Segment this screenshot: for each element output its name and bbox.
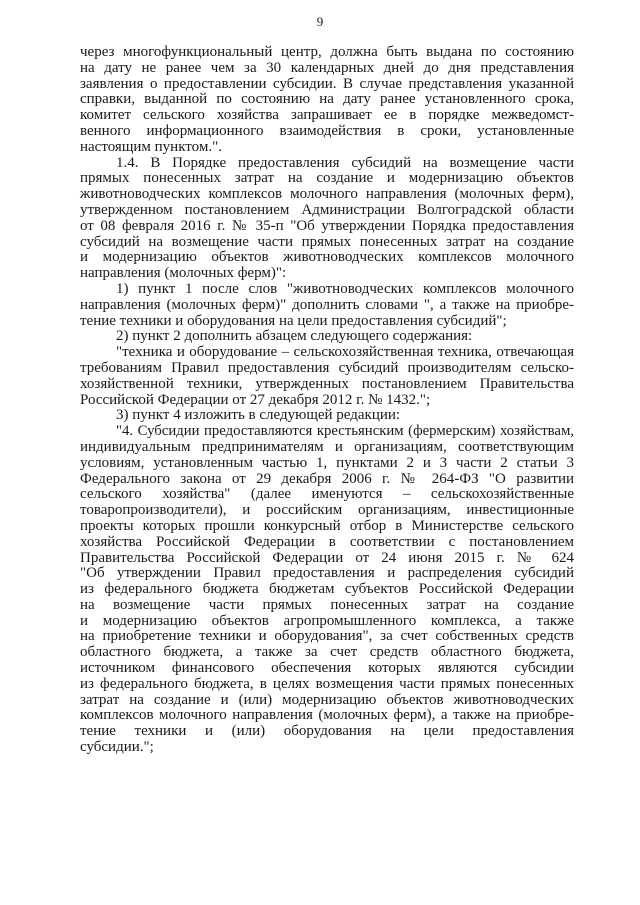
text-line: субсидий на возмещение части прямых понесенных затрат на создание	[80, 233, 574, 250]
text-line: "4. Субсидии предоставляются крестьянским (фермерским) хозяйствам,	[116, 423, 574, 440]
text-line: Федерального закона от 29 декабря 2006 г. № 264-ФЗ "О развитии	[80, 470, 574, 487]
text-line: "Об утверждении Правил предоставления и распределения субсидий	[80, 565, 574, 582]
text-line: хозяйства Российской Федерации в соответствии с постановлением	[80, 533, 574, 550]
text-line: хозяйственной техники, утвержденных постановлением Правительства	[80, 375, 574, 392]
text-line: требованиям Правил предоставления субсидий производителям сельско-	[80, 359, 574, 376]
text-line: тение техники и (или) оборудования на цели предоставления	[80, 723, 574, 740]
text-line: прямых понесенных затрат на создание и модернизацию объектов	[80, 170, 574, 187]
text-line: индивидуальным предпринимателям и организациям, соответствующим	[80, 438, 574, 455]
text-line: настоящим пунктом.".	[80, 138, 222, 155]
text-line: субсидии.";	[80, 739, 154, 756]
text-line: условиям, установленным частью 1, пунктами 2 и 3 части 2 статьи 3	[80, 454, 574, 471]
text-line: источником финансового обеспечения которых являются субсидии	[80, 660, 574, 677]
text-line: 3) пункт 4 изложить в следующей редакции:	[116, 407, 401, 424]
text-line: справки, выданной по состоянию на дату ранее установленного срока,	[80, 91, 574, 108]
text-line: венного информационного взаимодействия в сроки, установленные	[80, 122, 574, 139]
text-line: утвержденном постановлением Администрации Волгоградской области	[80, 201, 574, 218]
text-line: комитет сельского хозяйства запрашивает ее в порядке межведомст-	[80, 107, 574, 124]
text-line: сельского хозяйства" (далее именуются – сельскохозяйственные	[80, 486, 574, 503]
text-line: Правительства Российской Федерации от 24 июня 2015 г. № 624	[80, 549, 574, 566]
text-line: и модернизацию объектов агропромышленного комплекса, а также	[80, 612, 574, 629]
text-line: на дату не ранее чем за 30 календарных дней до дня представления	[80, 59, 574, 76]
text-line: товаропроизводители), и российским организациям, инвестиционные	[80, 502, 574, 519]
text-line: от 08 февраля 2016 г. № 35-п "Об утверждении Порядка предоставления	[80, 217, 574, 234]
text-line: Российской Федерации от 27 декабря 2012 г. № 1432.";	[80, 391, 431, 408]
text-line: направления (молочных ферм)":	[80, 265, 287, 282]
text-line: из федерального бюджета, в целях возмещения части прямых понесенных	[80, 675, 574, 692]
text-line: проекты которых прошли конкурсный отбор в Министерстве сельского	[80, 517, 574, 534]
text-line: на приобретение техники и оборудования", за счет собственных средств	[80, 628, 574, 645]
text-line: комплексов молочного направления (молочных ферм), а также на приобре-	[80, 707, 574, 724]
text-line: "техника и оборудование – сельскохозяйственная техника, отвечающая	[116, 344, 574, 361]
text-line: областного бюджета, а также за счет средств областного бюджета,	[80, 644, 574, 661]
text-line: животноводческих комплексов молочного направления (молочных ферм),	[80, 186, 574, 203]
text-line: заявления о предоставлении субсидии. В случае представления указанной	[80, 75, 574, 92]
page-number: 9	[316, 14, 324, 29]
text-line: 1.4. В Порядке предоставления субсидий на возмещение части	[116, 154, 574, 171]
text-line: тение техники и оборудования на цели предоставления субсидий";	[80, 312, 507, 329]
document-body	[80, 45, 574, 756]
text-line: на возмещение части прямых понесенных затрат на создание	[80, 596, 574, 613]
text-line: затрат на создание и (или) модернизацию объектов животноводческих	[80, 691, 574, 708]
text-line: через многофункциональный центр, должна быть выдана по состоянию	[80, 44, 574, 60]
text-line: 1) пункт 1 после слов "животноводческих комплексов молочного	[116, 280, 574, 297]
text-line: направления (молочных ферм)" дополнить словами ", а также на приобре-	[80, 296, 574, 313]
text-line: и модернизацию объектов животноводческих комплексов молочного	[80, 249, 574, 266]
text-line: 2) пункт 2 дополнить абзацем следующего содержания:	[116, 328, 473, 345]
text-line: из федерального бюджета бюджетам субъектов Российской Федерации	[80, 581, 574, 598]
